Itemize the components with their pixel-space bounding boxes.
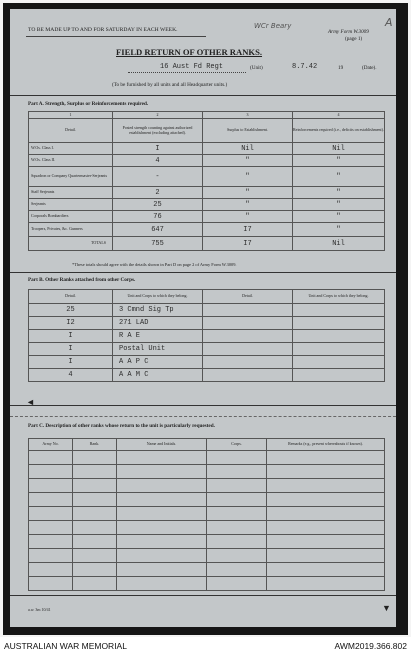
empty-row (29, 465, 385, 479)
table-row (29, 211, 385, 223)
instruction-text: TO BE MADE UP TO AND FOR SATURDAY IN EACH WEEK. (28, 27, 178, 33)
totals-row (29, 237, 385, 251)
table-row (29, 223, 385, 237)
row-posted: I (113, 143, 203, 155)
part-a-rule (10, 272, 396, 273)
empty-row (29, 563, 385, 577)
part-b-rule (10, 405, 396, 406)
col-header-name: Name and Initials. (117, 439, 207, 451)
row-reinforcements: Nil (293, 143, 385, 155)
date-value: 8.7.42 (292, 63, 318, 71)
table-row (29, 369, 385, 382)
row-reinforcements: " (293, 167, 385, 187)
table-row (29, 143, 385, 155)
unit-value: 16 Aust Fd Regt (160, 63, 224, 71)
row-surplus: " (203, 155, 293, 167)
year-prefix: 19 (338, 65, 344, 71)
page-reference: (page 1) (345, 36, 363, 42)
row-detail: I2 (29, 317, 113, 330)
col-header-army-no: Army No. (29, 439, 73, 451)
row-unit-empty (293, 356, 385, 369)
row-surplus: " (203, 167, 293, 187)
col-header-surplus: Surplus to Establishment. (203, 119, 293, 143)
row-reinforcements: " (293, 223, 385, 237)
unit-dotline (128, 72, 246, 73)
row-reinforcements: " (293, 155, 385, 167)
handwritten-note: WCr Beary (254, 22, 292, 30)
table-row (29, 155, 385, 167)
part-b-heading: Part B. Other Ranks attached from other Corps. (28, 277, 136, 283)
row-unit: A A M C (113, 369, 203, 382)
table-row (29, 167, 385, 187)
part-b-table (28, 289, 385, 382)
col-number-4: 4 (293, 112, 385, 119)
row-detail: I (29, 356, 113, 369)
row-surplus: " (203, 187, 293, 199)
row-reinforcements: Nil (293, 237, 385, 251)
row-surplus: Nil (203, 143, 293, 155)
empty-row (29, 493, 385, 507)
row-posted: 647 (113, 223, 203, 237)
row-unit: Postal Unit (113, 343, 203, 356)
part-c-heading: Part C. Description of other ranks whose return to the unit is particularly requested. (28, 423, 215, 429)
col-number-3: 3 (203, 112, 293, 119)
row-reinforcements: " (293, 199, 385, 211)
row-unit: 3 Cmnd Sig Tp (113, 304, 203, 317)
staple-arrow-icon: ◄ (26, 397, 35, 407)
col-header-corps: Corps. (207, 439, 267, 451)
col-header-detail: Detail. (29, 119, 113, 143)
row-detail: I (29, 343, 113, 356)
row-unit: 271 LAD (113, 317, 203, 330)
row-detail: W.Os. Class I. (29, 143, 113, 155)
row-surplus: I7 (203, 223, 293, 237)
unit-label: (Unit) (250, 65, 263, 71)
row-detail: TOTALS (29, 237, 113, 251)
col-header-detail-right: Detail. (203, 290, 293, 304)
header-rule (10, 95, 396, 96)
row-detail-empty (203, 330, 293, 343)
empty-row (29, 549, 385, 563)
col-number-1: 1 (29, 112, 113, 119)
row-detail-empty (203, 317, 293, 330)
col-number-2: 2 (113, 112, 203, 119)
row-detail: Serjeants (29, 199, 113, 211)
col-header-remarks: Remarks (e.g., present whereabouts if known). (267, 439, 385, 451)
empty-row (29, 521, 385, 535)
empty-row (29, 451, 385, 465)
row-posted: - (113, 167, 203, 187)
table-row (29, 199, 385, 211)
table-row (29, 356, 385, 369)
row-unit-empty (293, 343, 385, 356)
form-title: FIELD RETURN OF OTHER RANKS. (116, 47, 263, 57)
row-posted: 755 (113, 237, 203, 251)
empty-row (29, 507, 385, 521)
col-header-rank: Rank. (73, 439, 117, 451)
col-header-reinforcements: Reinforcements required (i.e., deficits on establishment). (293, 119, 385, 143)
row-detail: Staff Serjeants (29, 187, 113, 199)
row-detail-empty (203, 343, 293, 356)
row-unit-empty (293, 369, 385, 382)
row-posted: 2 (113, 187, 203, 199)
row-detail: Squadron or Company Quartermaster-Serjeants (29, 167, 113, 187)
table-row (29, 317, 385, 330)
printer-mark: a.w. 3m 10/41 (28, 607, 51, 612)
row-detail: Corporals Bombardiers (29, 211, 113, 223)
staple-arrow-icon: ▼ (382, 603, 391, 613)
row-detail: W.Os. Class II. (29, 155, 113, 167)
col-header-unit-left: Unit and Corps to which they belong. (113, 290, 203, 304)
row-posted: 25 (113, 199, 203, 211)
part-a-footnote: *These totals should agree with the details shown in Part D on page 2 of Army Form W.3009. (72, 262, 237, 267)
row-detail: I (29, 330, 113, 343)
row-surplus: " (203, 199, 293, 211)
row-detail-empty (203, 356, 293, 369)
col-header-posted: Posted strength counting against authorized establishment (excluding attached). (113, 119, 203, 143)
footer-left-text: AUSTRALIAN WAR MEMORIAL (4, 641, 127, 651)
empty-row (29, 577, 385, 591)
row-unit-empty (293, 330, 385, 343)
col-header-unit-right: Unit and Corps to which they belong. (293, 290, 385, 304)
table-row (29, 304, 385, 317)
row-detail: 4 (29, 369, 113, 382)
row-unit: A A P C (113, 356, 203, 369)
row-surplus: " (203, 211, 293, 223)
form-reference: Army Form W.3009 (328, 29, 369, 35)
col-header-detail-left: Detail. (29, 290, 113, 304)
handwritten-mark: A (385, 16, 393, 29)
empty-row (29, 479, 385, 493)
row-unit: R A E (113, 330, 203, 343)
row-surplus: I7 (203, 237, 293, 251)
archive-footer (0, 637, 411, 653)
part-a-table (28, 111, 385, 251)
footer-right-text: AWM2019.366.802 (334, 641, 407, 651)
table-row (29, 330, 385, 343)
part-a-heading: Part A. Strength, Surplus or Reinforcements required. (28, 101, 149, 107)
part-c-table (28, 438, 385, 591)
form-sheet (10, 9, 396, 627)
row-detail-empty (203, 369, 293, 382)
row-reinforcements: " (293, 211, 385, 223)
fold-line (10, 416, 396, 417)
row-reinforcements: " (293, 187, 385, 199)
row-posted: 76 (113, 211, 203, 223)
row-detail-empty (203, 304, 293, 317)
empty-row (29, 535, 385, 549)
form-subtitle: (To be furnished by all units and all Headquarter units.) (112, 82, 228, 88)
row-detail: Troopers, Privates, &c. Gunners (29, 223, 113, 237)
date-label: (Date). (362, 65, 377, 71)
row-unit-empty (293, 317, 385, 330)
table-row (29, 187, 385, 199)
table-row (29, 343, 385, 356)
bottom-rule (10, 595, 396, 596)
instruction-underline (26, 36, 206, 37)
row-detail: 25 (29, 304, 113, 317)
row-posted: 4 (113, 155, 203, 167)
row-unit-empty (293, 304, 385, 317)
